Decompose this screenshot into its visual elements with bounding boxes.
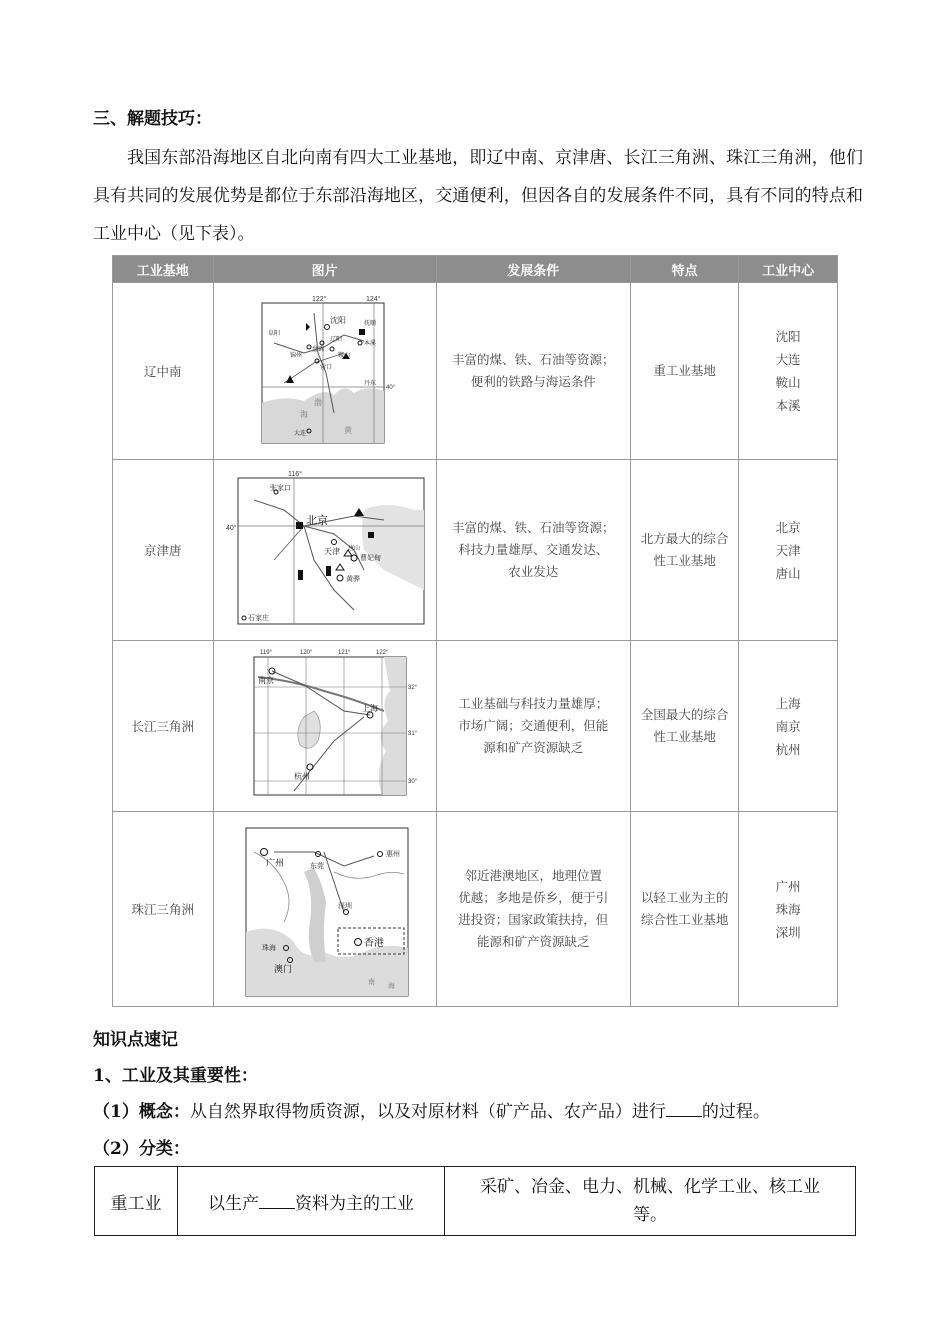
map-label: 北京 (305, 515, 328, 527)
section-title: 三、解题技巧： (93, 109, 212, 129)
map-label: 鞍山 (337, 353, 350, 359)
base-name: 珠江三角洲 (113, 812, 214, 1007)
concept-line (93, 1097, 770, 1122)
map-label: 曹妃甸 (359, 555, 381, 562)
point1-title: 1、工业及其重要性： (93, 1066, 258, 1086)
map-label: 122° (311, 296, 327, 303)
class-definition: 以生产 资料为主的工业 (178, 1167, 445, 1236)
map-label: 120° (299, 650, 313, 656)
fill-blank[interactable] (666, 1102, 702, 1117)
table-header-row (113, 256, 838, 283)
map-label: 32° (407, 685, 417, 691)
knowledge-title: 知识点速记 (93, 1030, 178, 1050)
conditions-cell: 工业基础与科技力量雄厚； 市场广阔；交通便利，但能 源和矿产资源缺乏 (436, 641, 630, 812)
intro-paragraph: 我国东部沿海地区自北向南有四大工业基地，即辽中南、京津唐、长江三角洲、珠江三角洲，他们具有共同的发展优势是都位于东部沿海地区，交通便利，但因各自的发展条件不同，具有不同的特点和工业中心（见下表）。 (93, 148, 863, 244)
map-label: 海 (299, 410, 308, 419)
map-label: 124° (365, 296, 381, 303)
feature-cell: 重工业基地 (630, 283, 739, 460)
classification-label: （2）分类： (93, 1139, 190, 1159)
header-picture: 图片 (213, 256, 436, 283)
concept-text-before: 从自然界取得物质资源，以及对原材料（矿产品、农产品）进行 (189, 1102, 666, 1122)
feature-cell: 以轻工业为主的 综合性工业基地 (630, 812, 739, 1007)
map-label: 渤 (313, 398, 322, 407)
map-label: 唐山 (347, 546, 360, 552)
table-row (113, 641, 838, 812)
map-label: 辽阳 (329, 337, 342, 343)
map-label: 杭州 (293, 772, 310, 781)
yangtze-delta-map (214, 641, 436, 811)
map-label: 122° (375, 650, 389, 656)
header-centers: 工业中心 (739, 256, 838, 283)
map-label: 沈阳 (329, 316, 346, 325)
feature-cell: 北方最大的综合 性工业基地 (630, 460, 739, 641)
header-feature: 特点 (630, 256, 739, 283)
map-label: 广州 (265, 858, 284, 868)
fill-blank[interactable] (259, 1194, 295, 1209)
map-cell (213, 812, 436, 1007)
map-label: 121° (337, 650, 351, 656)
map-label: 南京 (257, 676, 274, 685)
map-label: 31° (407, 731, 417, 737)
map-label: 116° (287, 471, 302, 478)
map-label: 丹东 (363, 381, 376, 387)
map-label: 30° (407, 779, 417, 785)
map-label: 天津 (323, 547, 340, 556)
map-label: 南 (367, 979, 375, 986)
header-base: 工业基地 (113, 256, 214, 283)
classification-table (94, 1166, 856, 1236)
map-label: 东莞 (309, 863, 324, 870)
jingjintang-map (214, 460, 436, 640)
feature-cell: 全国最大的综合 性工业基地 (630, 641, 739, 812)
map-label: 上海 (361, 704, 378, 713)
header-conditions: 发展条件 (436, 256, 630, 283)
map-label: 海 (387, 983, 395, 990)
centers-cell: 上海 南京 杭州 (739, 641, 838, 812)
concept-text-after: 的过程。 (701, 1102, 770, 1122)
map-label: 深圳 (337, 903, 352, 910)
map-label: 大连 (293, 431, 306, 437)
class-type: 重工业 (95, 1167, 178, 1236)
map-label: 珠海 (261, 945, 276, 952)
map-label: 惠州 (385, 851, 400, 858)
map-label: 40° (385, 385, 395, 391)
base-name: 辽中南 (113, 283, 214, 460)
conditions-cell: 邻近港澳地区，地理位置 优越；多地是侨乡，便于引 进投资；国家政策扶持，但 能源和矿产资源缺乏 (436, 812, 630, 1007)
industrial-bases-table (112, 255, 838, 1007)
base-name: 京津唐 (113, 460, 214, 641)
centers-cell: 沈阳 大连 鞍山 本溪 (739, 283, 838, 460)
centers-cell: 北京 天津 唐山 (739, 460, 838, 641)
map-label: 张家口 (269, 485, 291, 492)
map-cell (213, 283, 436, 460)
concept-label: （1）概念： (93, 1102, 190, 1122)
map-label: 黄骅 (345, 576, 360, 583)
conditions-cell: 丰富的煤、铁、石油等资源； 便利的铁路与海运条件 (436, 283, 630, 460)
map-label: 锦州 (289, 353, 302, 359)
table-row (95, 1167, 856, 1236)
map-label: 抚顺 (363, 321, 376, 327)
table-row (113, 460, 838, 641)
class-examples: 采矿、冶金、电力、机械、化学工业、核工业 等。 (445, 1167, 856, 1236)
base-name: 长江三角洲 (113, 641, 214, 812)
map-label: 盘锦 (311, 347, 324, 353)
map-label: 黄 (343, 426, 352, 435)
conditions-cell: 丰富的煤、铁、石油等资源； 科技力量雄厚、交通发达、 农业发达 (436, 460, 630, 641)
map-cell (213, 460, 436, 641)
map-label: 澳门 (273, 964, 292, 974)
map-label: 香港 (363, 938, 384, 949)
map-label: 营口 (319, 365, 332, 371)
table-row (113, 812, 838, 1007)
map-label: 119° (259, 650, 272, 656)
map-cell (213, 641, 436, 812)
map-label: 阜阳 (267, 331, 280, 337)
table-row (113, 283, 838, 460)
map-label: 本溪 (363, 341, 376, 347)
map-label: 40° (225, 525, 237, 532)
centers-cell: 广州 珠海 深圳 (739, 812, 838, 1007)
map-label: 石家庄 (247, 615, 269, 622)
pearl-delta-map (214, 812, 436, 1006)
liaozhongnan-map (214, 283, 436, 459)
